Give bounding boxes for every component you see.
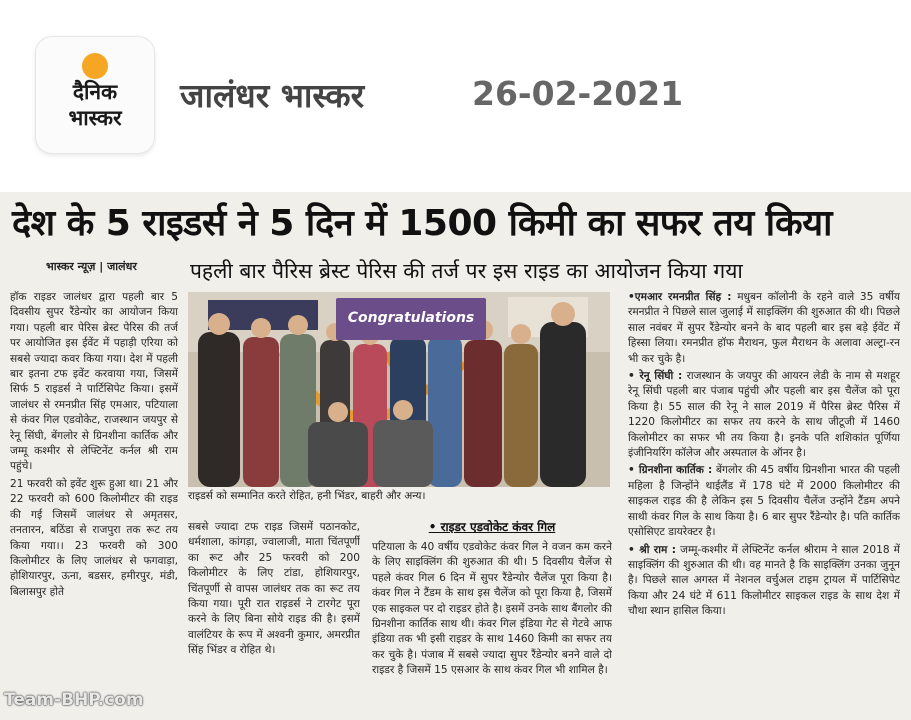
- edition-title: जालंधर भास्कर: [180, 76, 365, 115]
- box-title: • राइडर एडवोकेट कंवर गिल: [428, 520, 556, 534]
- rider-text: बेंगलोर की 45 वर्षीय ग्रिनशीना भारत की पहली महिला है जिन्होंने थाईलैंड में 178 घंटे में 2000 किलोमीटर की साइकल राइड की है लेकिन इस 5 दिवसीय चैलेंज उन्होंने टैंडम अपने साथी कंवर गिल के साथ किया है। 6 बार सुपर रैंडेन्योर है। पति कार्तिक एसोसिएट डायरेक्टर है।: [628, 464, 900, 539]
- rider-name: • ग्रिनशीना कार्तिक :: [628, 464, 713, 477]
- logo-line1: दैनिक: [72, 80, 118, 104]
- rider-name: •एमआर रमनप्रीत सिंह :: [628, 291, 732, 303]
- rider-profile: [628, 543, 900, 620]
- paragraph: हॉक राइडर जालंधर द्वारा पहली बार 5 दिवसीय सुपर रैंडेन्योर का आयोजन किया गया। पहली बार पेरिस ब्रेस्ट पेरिस की तर्ज पर आयोजित इस ईवेंट में पहाड़ी एरिया को सबसे ज्यादा कवर किया गया। देश में पहली बार इतना टफ इवेंट करवाया गया, जिसमें सिर्फ 5 राइडर्स ने पार्टिसिपेट किया। इसमें जालंधर से रमनप्रीत सिंह एमआर, पटियाला से कंवर गिल एडवोकेट, राजस्थान जयपुर से रेनू सिंघी, बेंगलोर से ग्रिनशीना कार्तिक और जम्मू कश्मीर से लेफ्टिनेंट कर्नल श्री राम पहुंचे।: [10, 291, 178, 473]
- group-photo: [188, 292, 610, 487]
- headline: देश के 5 राइडर्स ने 5 दिन में 1500 किमी का सफर तय किया: [12, 203, 832, 244]
- watermark: Team-BHP.com: [4, 690, 144, 710]
- rider-profile: [628, 463, 900, 540]
- sun-icon: [82, 53, 108, 79]
- rider-text: जम्मू-कश्मीर में लेफ्टिनेंट कर्नल श्रीराम ने साल 2018 में साइक्लिंग की शुरुआत की थी। वह मानते है कि साइक्लिंग उनका जुनून है। पिछले साल अगस्त में नेशनल वर्चुअल टाइम ट्रायल में पार्टिसिपेट किया और 24 घंटे में 611 किलोमीटर साइकल राइड के साथ देश में चौथा स्थान हासिल किया।: [628, 543, 900, 618]
- article-column-2: सबसे ज्यादा टफ राइड जिसमें पठानकोट, धर्मशाला, कांगड़ा, ज्वालाजी, माता चिंतपूर्णी का रूट और 25 फरवरी को 200 किलोमीटर के लिए टांडा, होशियारपुर, चिंतपूर्णी से वापस जालंधर तक का रूट तय किया गया। पूरी रात राइडर्स ने टारगेट पूरा करने के लिए बिना सोये राइड की है। इसमें वालंटियर के रूप में अश्वनी कुमार, अमरप्रीत सिंह भिंडर व रोहित थे।: [188, 521, 360, 657]
- rider-name: • रेनू सिंघी :: [628, 370, 683, 383]
- congratulations-banner: Congratulations: [336, 298, 486, 340]
- rider-profiles: [628, 290, 900, 705]
- edition-date: 26-02-2021: [472, 74, 684, 113]
- article-box-body: पटियाला के 40 वर्षीय एडवोकेट कंवर गिल ने वजन कम करने के लिए साइक्लिंग की शुरुआत की थी। 5 दिवसीय चैलेंज से पहले कंवर गिल 6 दिन में सुपर रैंडेन्योर चैलेंज पूरा किया है। कंवर गिल ने टैंडम के साथ इस चैलेंज को पूरा किया है, जिसमें एक साइकल पर दो राइडर होते है। इसमें उनके साथ बैंगलोर की ग्रिनशीना कार्तिक साथ थी। कंवर गिल इंडिया गेट से गेटवे आफ इंडिया तक भी इसी राइडर के साथ 1460 किमी का सफर तय कर चुके है। पंजाब में सबसे ज्यादा सुपर रैंडेन्योर बनने वाले दो राइडर है जिसमें 15 एसआर के साथ कंवर गिल भी शामिल है।: [372, 541, 612, 677]
- article-column-1: [10, 290, 178, 695]
- paragraph: 21 फरवरी को इवेंट शुरू हुआ था। 21 और 22 फरवरी को 600 किलोमीटर की राइड की गई जिसमें जालंधर से अमृतसर, तनतारन, बठिंडा से राजपुरा तक रूट तय किया गया।। 23 फरवरी को 300 किलोमीटर के लिए जालंधर से फगवाड़ा, होशियारपुर, ऊना, बडसर, हमीरपुर, मंडी, बिलासपुर होते: [10, 477, 178, 598]
- logo-line2: भास्कर: [68, 106, 122, 130]
- byline: भास्कर न्यूज़ | जालंधर: [46, 260, 137, 273]
- rider-profile: [628, 290, 900, 367]
- rider-name: • श्री राम :: [628, 543, 676, 556]
- rider-profile: [628, 369, 900, 461]
- rider-text: मधुबन कॉलोनी के रहने वाले 35 वर्षीय रमनप्रीत ने पिछले साल जुलाई में साइक्लिंग की शुरुआत की थी। पिछले साल नवंबर में सुपर रैंडेन्योर बनने के बाद पहली बार इस बड़े ईवेंट में हिस्सा लिया। रमनप्रीत हॉफ मैराथन, फुल मैराथन के अलावा अल्ट्रा-रन भी कर चुके है।: [628, 291, 900, 365]
- dainik-bhaskar-logo: [36, 37, 154, 153]
- photo-caption: राइडर्स को सम्मानित करते रोहित, हनी भिंडर, बाहरी और अन्य।: [188, 490, 426, 502]
- rider-text: राजस्थान के जयपुर की आयरन लेडी के नाम से मशहूर रेनू सिंघी पहली बार पंजाब पहुंची और पहली बार इस चैलेंज को पूरा किया है। 55 साल की रेनू ने साल 2019 में पैरिस ब्रेस्ट पैरिस में 1220 किलोमीटर का सफर तय करने के साथ जीटूजी में 1460 किलोमीटर का सफर भी तय किया है। इनके पति शशिकांत पूर्णिया इंजीनियरिंग कॉलेज और अस्पताल के ऑनर है।: [628, 370, 900, 460]
- subheadline: पहली बार पैरिस ब्रेस्ट पेरिस की तर्ज पर इस राइड का आयोजन किया गया: [190, 259, 743, 283]
